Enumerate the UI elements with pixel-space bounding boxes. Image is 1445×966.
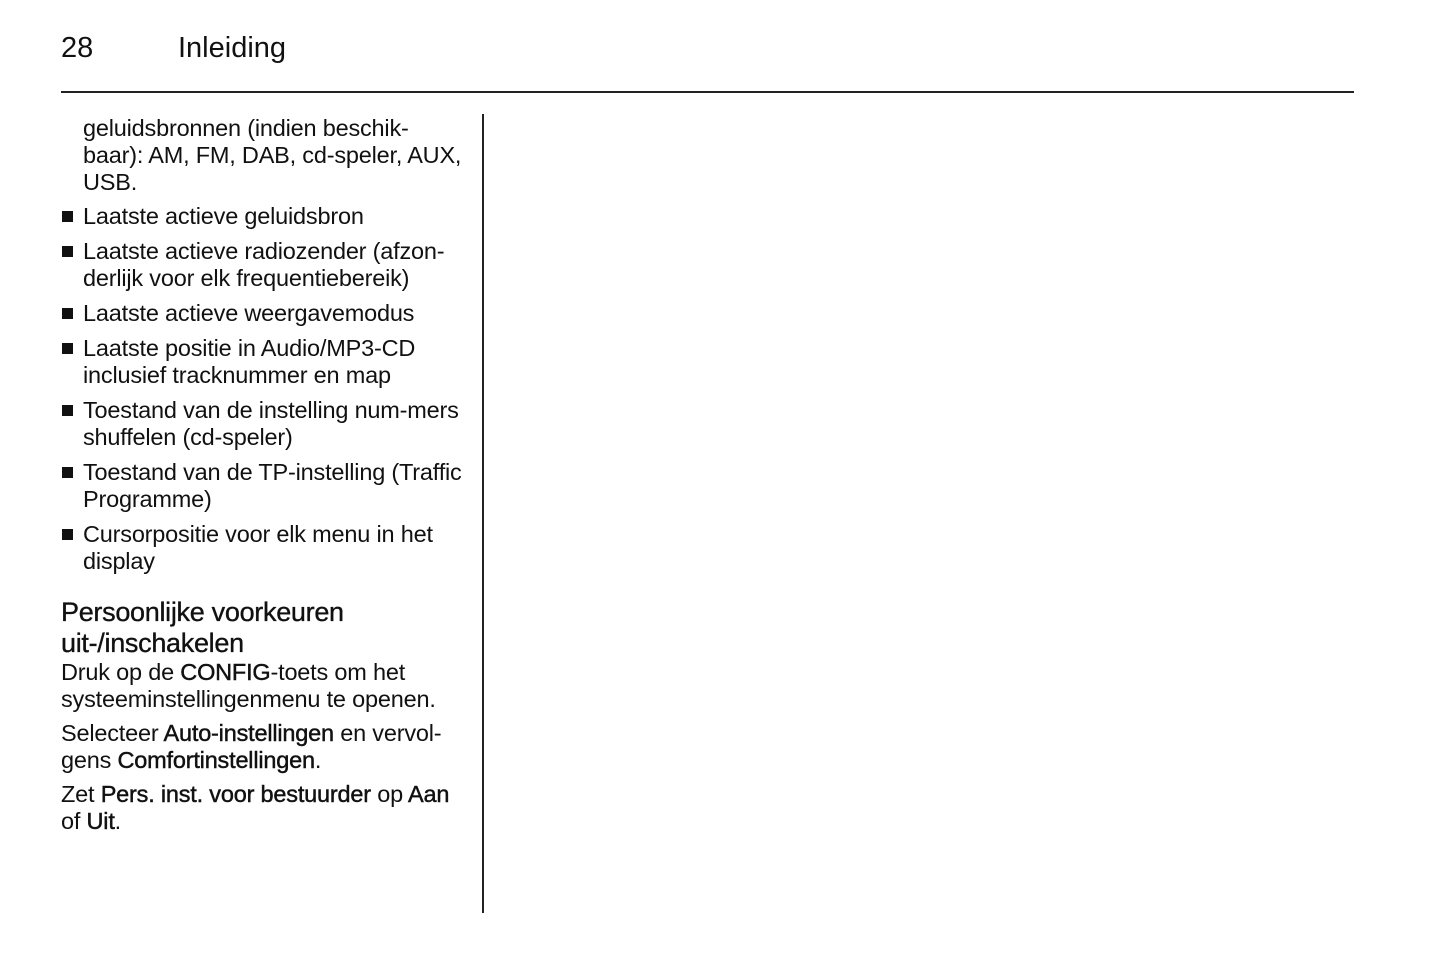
set-option-paragraph	[61, 781, 466, 835]
list-item-text: Laatste actieve geluidsbron	[83, 203, 364, 229]
square-bullet-icon	[62, 405, 73, 416]
text-run: -toets om het systeeminstellingenmenu te openen.	[61, 659, 436, 712]
text-run: .	[314, 747, 322, 773]
config-paragraph	[61, 659, 466, 713]
square-bullet-icon	[62, 343, 73, 354]
text-run: Selecteer	[61, 720, 164, 746]
left-column	[61, 115, 466, 842]
stored-settings-list	[61, 203, 466, 575]
list-item	[61, 335, 466, 389]
list-item-text: Cursorpositie voor elk menu in het display	[83, 521, 433, 574]
list-item	[61, 238, 466, 292]
square-bullet-icon	[62, 211, 73, 222]
list-item	[61, 459, 466, 513]
header-rule	[61, 91, 1354, 93]
text-run: en vervol-gens	[61, 720, 442, 773]
list-item	[61, 203, 466, 230]
list-item-text: Toestand van de instelling num-mers shuffelen (cd-speler)	[83, 397, 459, 450]
square-bullet-icon	[62, 529, 73, 540]
square-bullet-icon	[62, 467, 73, 478]
chapter-title: Inleiding	[178, 32, 287, 64]
continued-list-text: geluidsbronnen (indien beschik-baar): AM, FM, DAB, cd-speler, AUX, USB.	[83, 115, 462, 195]
list-item-text: Laatste actieve weergavemodus	[83, 300, 415, 326]
list-item	[61, 300, 466, 327]
column-divider	[482, 114, 484, 913]
section-heading: Persoonlijke voorkeuren uit-/inschakelen	[61, 597, 344, 658]
text-run: Zet	[61, 781, 101, 807]
text-run: op	[370, 781, 408, 807]
menu-comfortinstellingen: Comfortinstellingen	[117, 747, 315, 773]
config-button-label: CONFIG	[180, 659, 271, 685]
square-bullet-icon	[62, 246, 73, 257]
page-number: 28	[61, 32, 94, 64]
list-item	[61, 397, 466, 451]
value-uit: Uit	[86, 808, 115, 834]
list-item	[61, 521, 466, 575]
text-run: of	[61, 808, 87, 834]
square-bullet-icon	[62, 308, 73, 319]
menu-auto-instellingen: Auto-instellingen	[163, 720, 334, 746]
value-aan: Aan	[408, 781, 450, 807]
text-run: Druk op de	[61, 659, 181, 685]
option-pers-inst: Pers. inst. voor bestuurder	[100, 781, 371, 807]
list-item-text: Laatste positie in Audio/MP3-CD inclusief tracknummer en map	[83, 335, 416, 388]
list-item-text: Laatste actieve radiozender (afzon-derlijk voor elk frequentiebereik)	[83, 238, 445, 291]
text-run: .	[114, 808, 121, 834]
page-header	[61, 28, 1354, 68]
select-menu-paragraph	[61, 720, 466, 774]
list-item-text: Toestand van de TP-instelling (Traffic Programme)	[83, 459, 462, 512]
